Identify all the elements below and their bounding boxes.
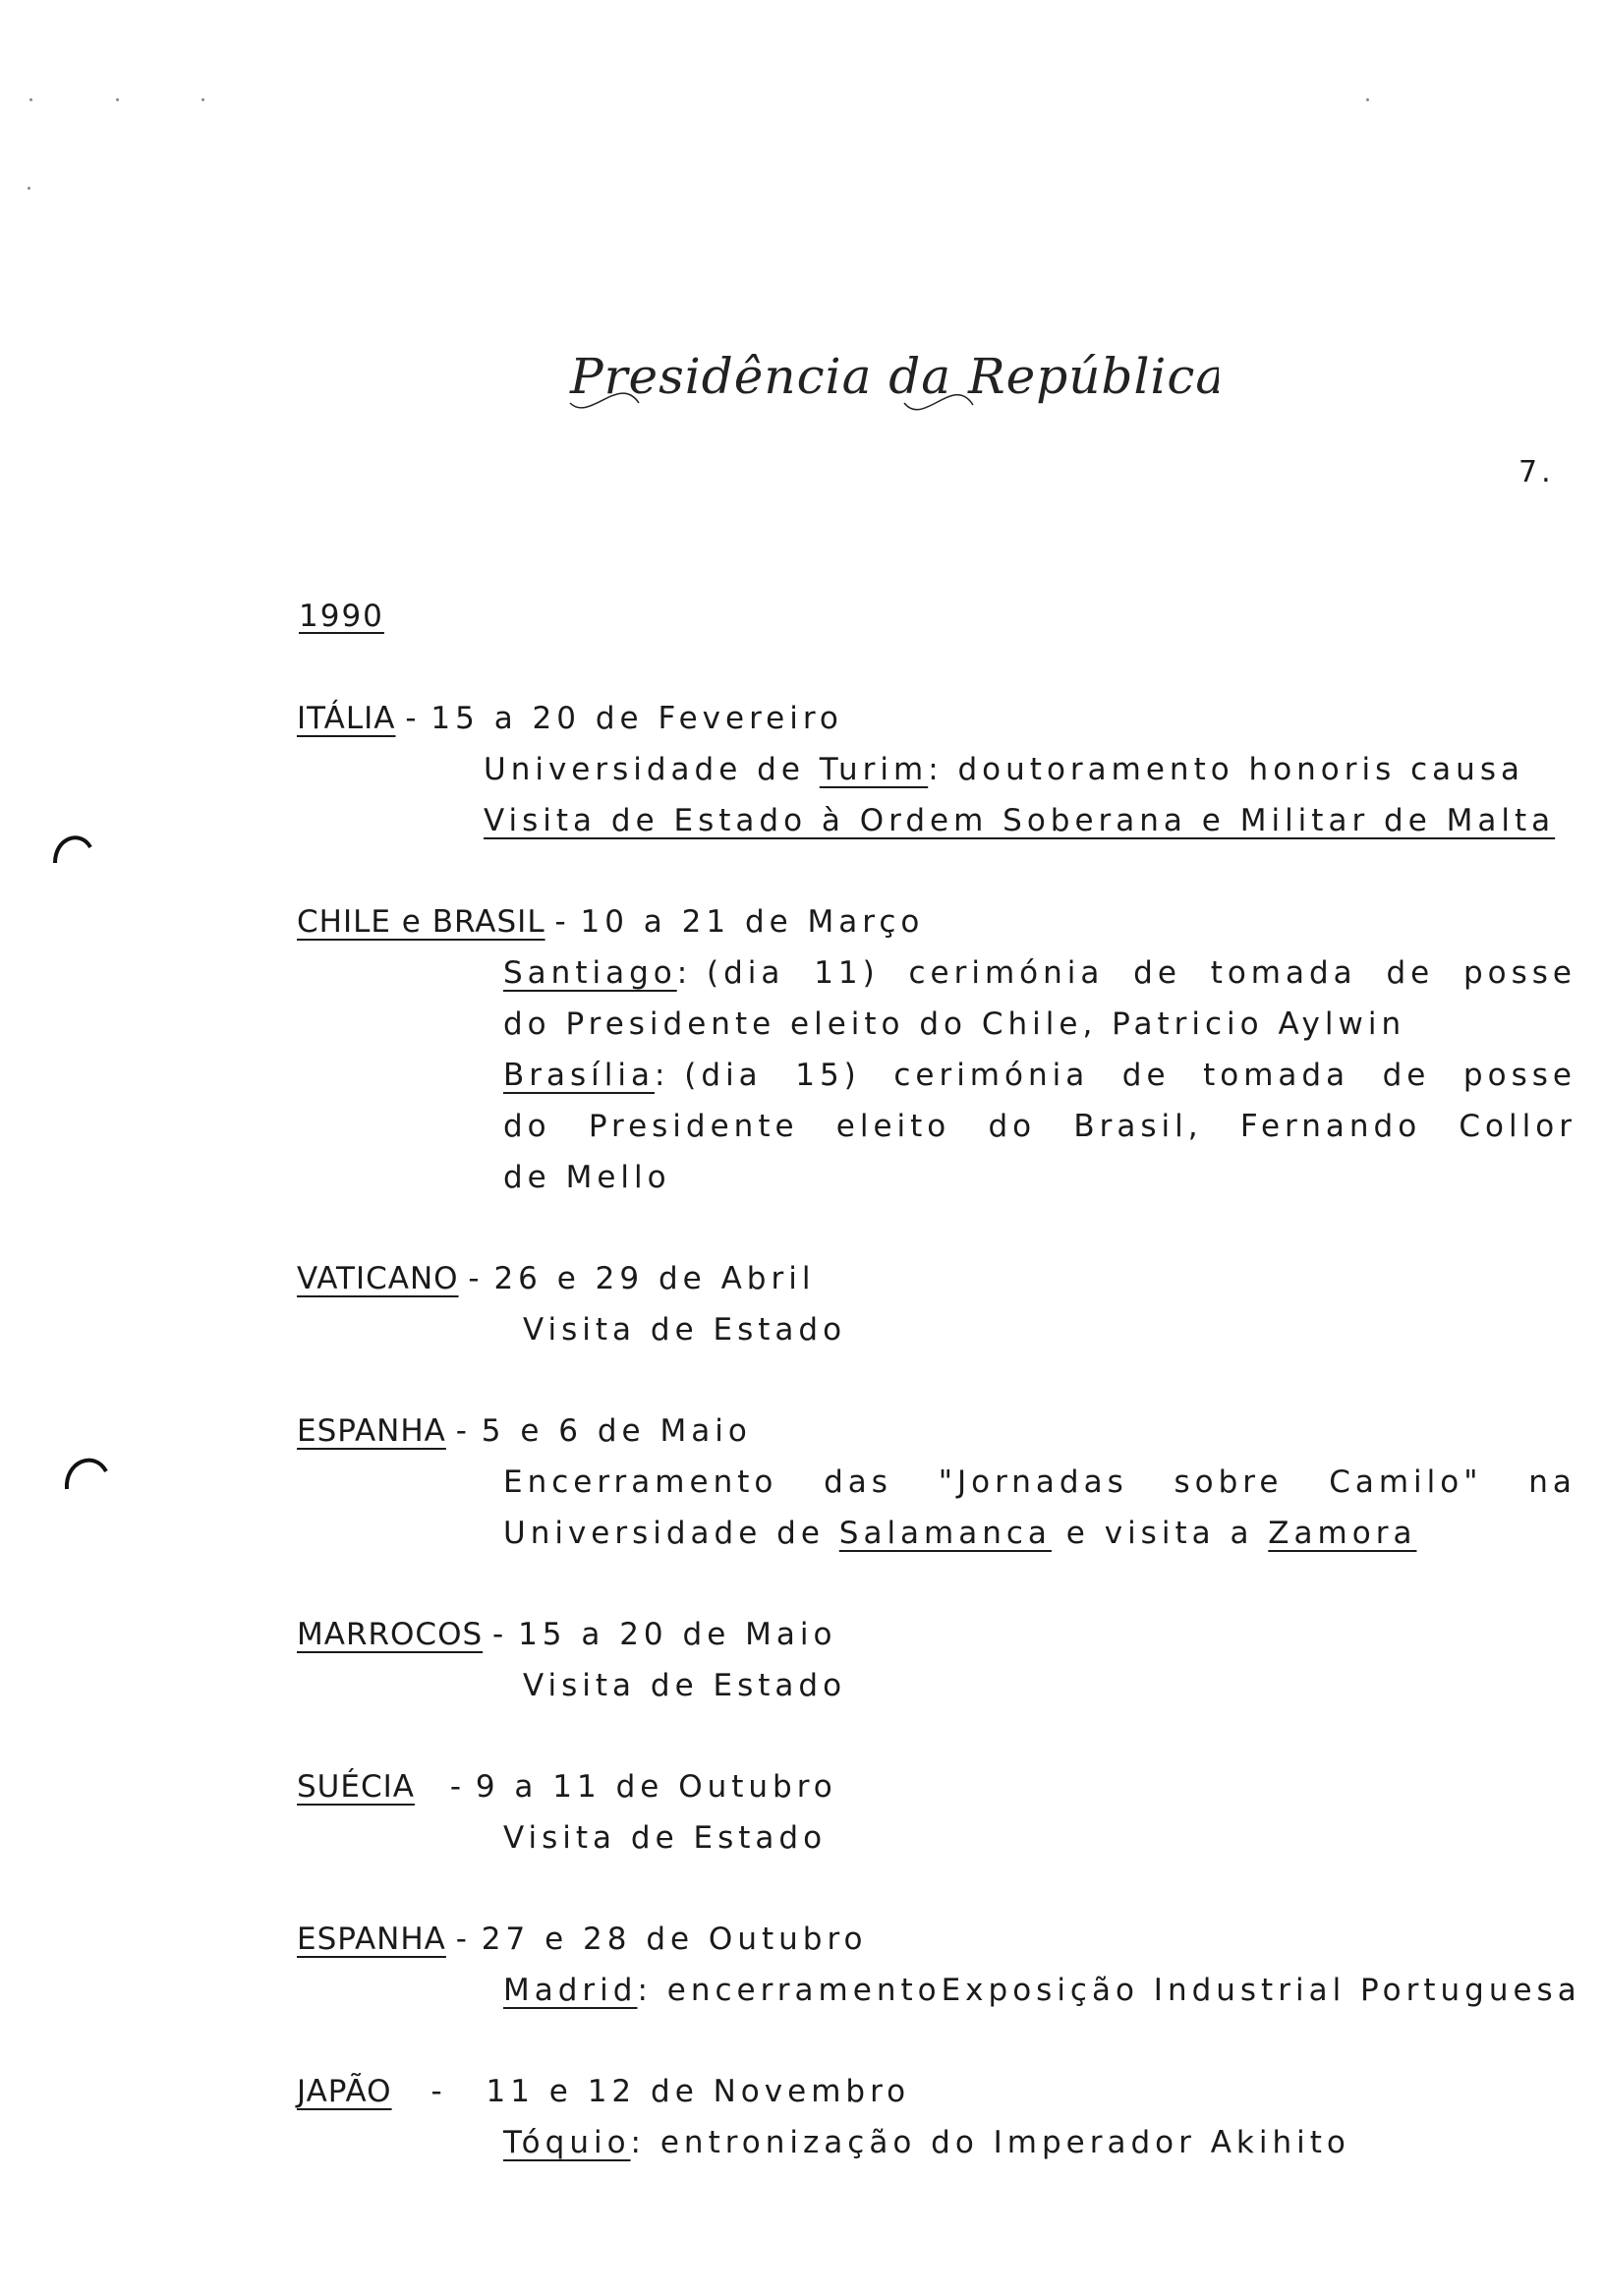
dash: - — [405, 701, 422, 736]
scan-speck — [1366, 98, 1369, 101]
detail-text: e visita a — [1051, 1516, 1269, 1551]
detail-line — [503, 1058, 1576, 1093]
country-name: SUÉCIA — [297, 1769, 415, 1805]
entry-heading — [297, 1769, 837, 1805]
detail-word — [503, 1058, 763, 1093]
detail-word: Camilo" — [1329, 1464, 1483, 1500]
detail-line — [503, 2125, 1350, 2160]
detail-word: cerimónia — [908, 955, 1105, 991]
dash: - — [455, 1922, 472, 1957]
date-range: 15 a 20 de Maio — [518, 1617, 837, 1652]
detail-line: de Mello — [503, 1160, 671, 1195]
detail-line: Visita de Estado — [503, 1820, 828, 1856]
detail-word: de — [1386, 955, 1435, 991]
country-name: ESPANHA — [297, 1922, 446, 1957]
detail-text: : entronização do Imperador Akihito — [630, 2125, 1350, 2160]
page-number: 7. — [1518, 455, 1555, 489]
place-name: Salamanca — [838, 1516, 1052, 1551]
detail-word: Presidente — [588, 1109, 799, 1144]
detail-line — [503, 1973, 1581, 2008]
entry-heading — [297, 1261, 815, 1296]
country-name: VATICANO — [297, 1261, 459, 1296]
detail-line: Visita de Estado — [523, 1312, 847, 1348]
binding-mark-icon — [63, 1450, 110, 1493]
detail-text: Universidade de — [484, 752, 820, 787]
binding-mark-icon — [51, 828, 94, 867]
detail-word: 11) — [814, 955, 880, 991]
detail-word: de — [1382, 1058, 1431, 1093]
detail-word: eleito — [835, 1109, 951, 1144]
date-range: 26 e 29 de Abril — [493, 1261, 816, 1296]
detail-line — [503, 955, 1576, 991]
place-name: Brasília — [503, 1058, 655, 1093]
detail-word: do — [988, 1109, 1037, 1144]
detail-line — [503, 1516, 1416, 1551]
country-name: ITÁLIA — [297, 701, 396, 736]
detail-word: de — [1121, 1058, 1171, 1093]
entry-heading — [297, 1413, 752, 1449]
letterhead-logo — [531, 334, 1219, 442]
detail-word: Collor — [1459, 1109, 1576, 1144]
scan-speck — [29, 98, 32, 101]
date-range: 9 a 11 de Outubro — [475, 1769, 837, 1805]
detail-word: das — [824, 1464, 892, 1500]
detail-word: sobre — [1174, 1464, 1284, 1500]
entry-heading — [297, 1922, 868, 1957]
detail-word: Encerramento — [503, 1464, 778, 1500]
detail-word: 15) — [795, 1058, 861, 1093]
entry-heading — [297, 2074, 910, 2109]
detail-line — [484, 752, 1524, 787]
detail-word: Brasil, — [1073, 1109, 1203, 1144]
entry-heading — [297, 1617, 836, 1652]
place-name: Turim — [819, 752, 929, 787]
entry-heading — [297, 701, 843, 736]
dash: - — [554, 904, 571, 940]
detail-line — [503, 1109, 1576, 1144]
place-name: Madrid — [503, 1973, 638, 2008]
detail-word: posse — [1462, 1058, 1576, 1093]
place-name: Santiago — [503, 955, 677, 991]
detail-word: do — [503, 1109, 551, 1144]
detail-word: posse — [1462, 955, 1576, 991]
detail-text: Universidade de — [503, 1516, 839, 1551]
detail-word: de — [1133, 955, 1181, 991]
detail-word: "Jornadas — [938, 1464, 1128, 1500]
dash: - — [492, 1617, 509, 1652]
place-name: Zamora — [1268, 1516, 1417, 1551]
dash: - — [455, 1413, 472, 1449]
svg-text:Presidência da República: Presidência da República — [570, 348, 1219, 405]
scan-speck — [116, 98, 119, 101]
detail-text: : encerramento — [637, 1973, 942, 2008]
detail-line: Visita de Estado à Ordem Soberana e Militar de Malta — [484, 803, 1556, 838]
date-range: 5 e 6 de Maio — [481, 1413, 752, 1449]
detail-word — [503, 955, 784, 991]
country-name: MARROCOS — [297, 1617, 484, 1652]
detail-word: Exposição Industrial Portuguesa — [941, 1973, 1581, 2008]
detail-word: na — [1528, 1464, 1576, 1500]
date-range: 11 e 12 de Novembro — [486, 2074, 911, 2109]
dash: - — [449, 1769, 466, 1805]
detail-word: Fernando — [1239, 1109, 1422, 1144]
date-range: 10 a 21 de Março — [580, 904, 925, 940]
detail-line: Visita de Estado — [523, 1668, 847, 1703]
entry-heading — [297, 904, 924, 940]
detail-word — [503, 1973, 942, 2008]
detail-word: tomada — [1203, 1058, 1350, 1093]
country-name: JAPÃO — [297, 2074, 392, 2109]
country-name: ESPANHA — [297, 1413, 446, 1449]
detail-text: : (dia — [655, 1058, 763, 1093]
country-name: CHILE e BRASIL — [297, 904, 545, 940]
scan-speck — [28, 187, 30, 190]
detail-text: : (dia — [676, 955, 785, 991]
place-name: Tóquio — [503, 2125, 631, 2160]
date-range: 15 a 20 de Fevereiro — [430, 701, 843, 736]
detail-line: do Presidente eleito do Chile, Patricio Aylwin — [503, 1006, 1406, 1042]
detail-word: tomada — [1210, 955, 1357, 991]
detail-word: cerimónia — [893, 1058, 1090, 1093]
date-range: 27 e 28 de Outubro — [481, 1922, 868, 1957]
dash: - — [468, 1261, 485, 1296]
detail-line — [503, 1464, 1576, 1500]
dash: - — [430, 2074, 447, 2109]
scan-speck — [201, 98, 204, 101]
detail-text: : doutoramento honoris causa — [928, 752, 1524, 787]
year-heading: 1990 — [299, 599, 384, 634]
